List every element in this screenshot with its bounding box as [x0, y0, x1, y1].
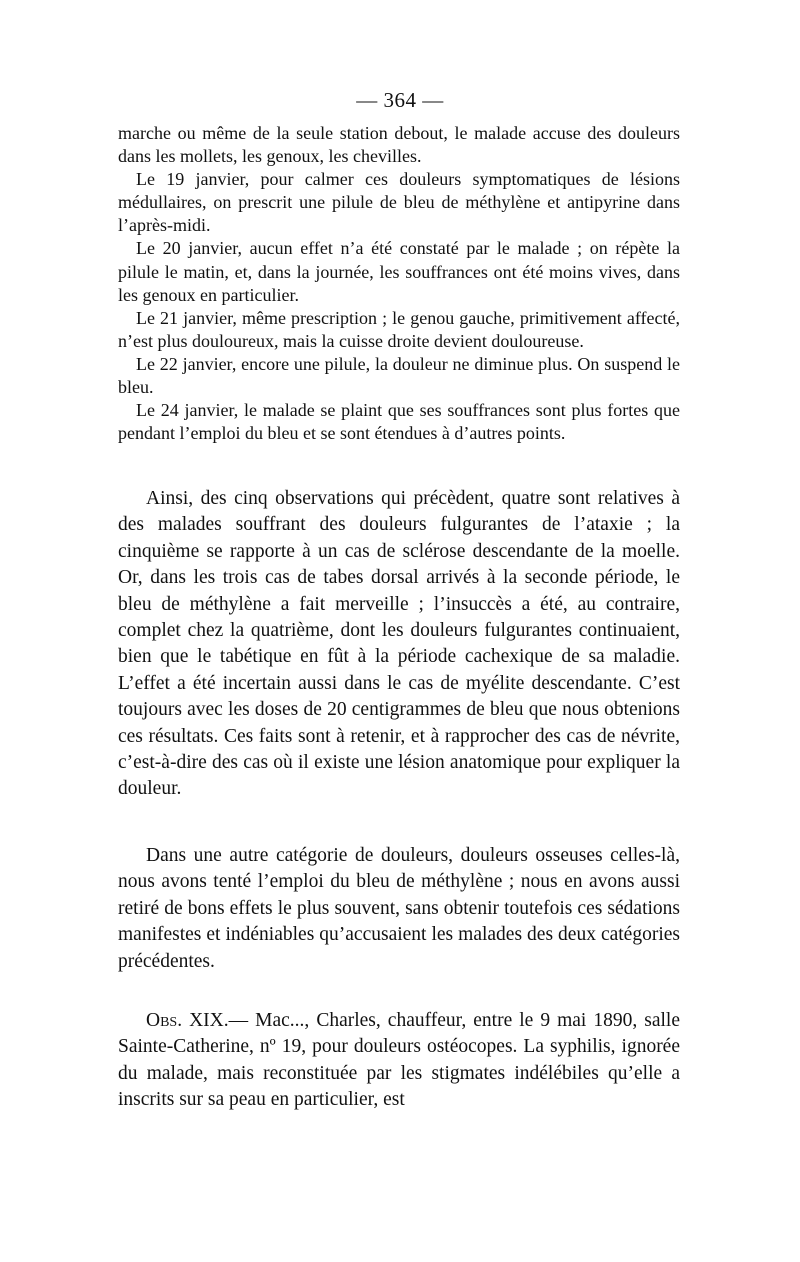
- observation-xix-paragraph: [118, 1008, 680, 1114]
- observation-continuation: [118, 122, 680, 445]
- observation-xix-section: [118, 1008, 680, 1114]
- paragraph-20-janvier: Le 20 janvier, aucun effet n’a été constaté par le malade ; on répète la pilule le matin, et, dans la journée, les souffrances ont été moins vives, dans les genoux en particulier.: [118, 238, 680, 305]
- bone-pain-paragraph: Dans une autre catégorie de douleurs, douleurs osseuses celles-là, nous avons tenté l’emploi du bleu de méthylène ; nous en avons aussi retiré de bons effets le plus souvent, sans obtenir toutefois ces sédations manifestes et indéniables qu’accusaient les malades des deux catégories précédentes.: [118, 845, 680, 972]
- paragraph-24-janvier: Le 24 janvier, le malade se plaint que ses souffrances sont plus fortes que pendant l’emploi du bleu et se sont étendues à d’autres points.: [118, 400, 680, 444]
- paragraph-continuation: marche ou même de la seule station debout, le malade accuse des douleurs dans les mollets, les genoux, les chevilles.: [118, 123, 680, 167]
- summary-section: [118, 486, 680, 803]
- paragraph-21-janvier: Le 21 janvier, même prescription ; le genou gauche, primitivement affecté, n’est plus douloureux, mais la cuisse droite devient douloureuse.: [118, 307, 680, 351]
- page-number: — 364 —: [356, 88, 444, 112]
- observation-label: Obs. XIX.: [146, 1010, 229, 1031]
- paragraph-19-janvier: Le 19 janvier, pour calmer ces douleurs symptomatiques de lésions médullaires, on prescrit une pilule de bleu de méthylène et antipyrine dans l’après-midi.: [118, 169, 680, 236]
- bone-pain-section: [118, 843, 680, 975]
- summary-paragraph: Ainsi, des cinq observations qui précèdent, quatre sont relatives à des malades souffrant des douleurs fulgurantes de l’ataxie ; la cinquième se rapporte à un cas de sclérose descendante de la moelle. Or, dans les trois cas de tabes dorsal arrivés à la seconde période, le bleu de méthylène a fait merveille ; l’insuccès a été, au contraire, complet chez la quatrième, dont les douleurs fulgurantes continuaient, bien que le tabétique en fût à la période cachexique de sa maladie. L’effet a été incertain aussi dans le cas de myélite descendante. C’est toujours avec les doses de 20 centigrammes de bleu que nous obtenions ces résultats. Ces faits sont à retenir, et à rapprocher des cas de névrite, c’est-à-dire des cas où il existe une lésion anatomique pour expliquer la douleur.: [118, 488, 680, 800]
- observation-text: — Mac..., Charles, chauffeur, entre le 9 mai 1890, salle Sainte-Catherine, nº 19, pour douleurs ostéocopes. La syphilis, ignorée du malade, mais reconstituée par les stigmates indélébiles qu’elle a inscrits sur sa peau en particulier, est: [118, 1010, 680, 1111]
- paragraph-22-janvier: Le 22 janvier, encore une pilule, la douleur ne diminue plus. On suspend le bleu.: [118, 353, 680, 398]
